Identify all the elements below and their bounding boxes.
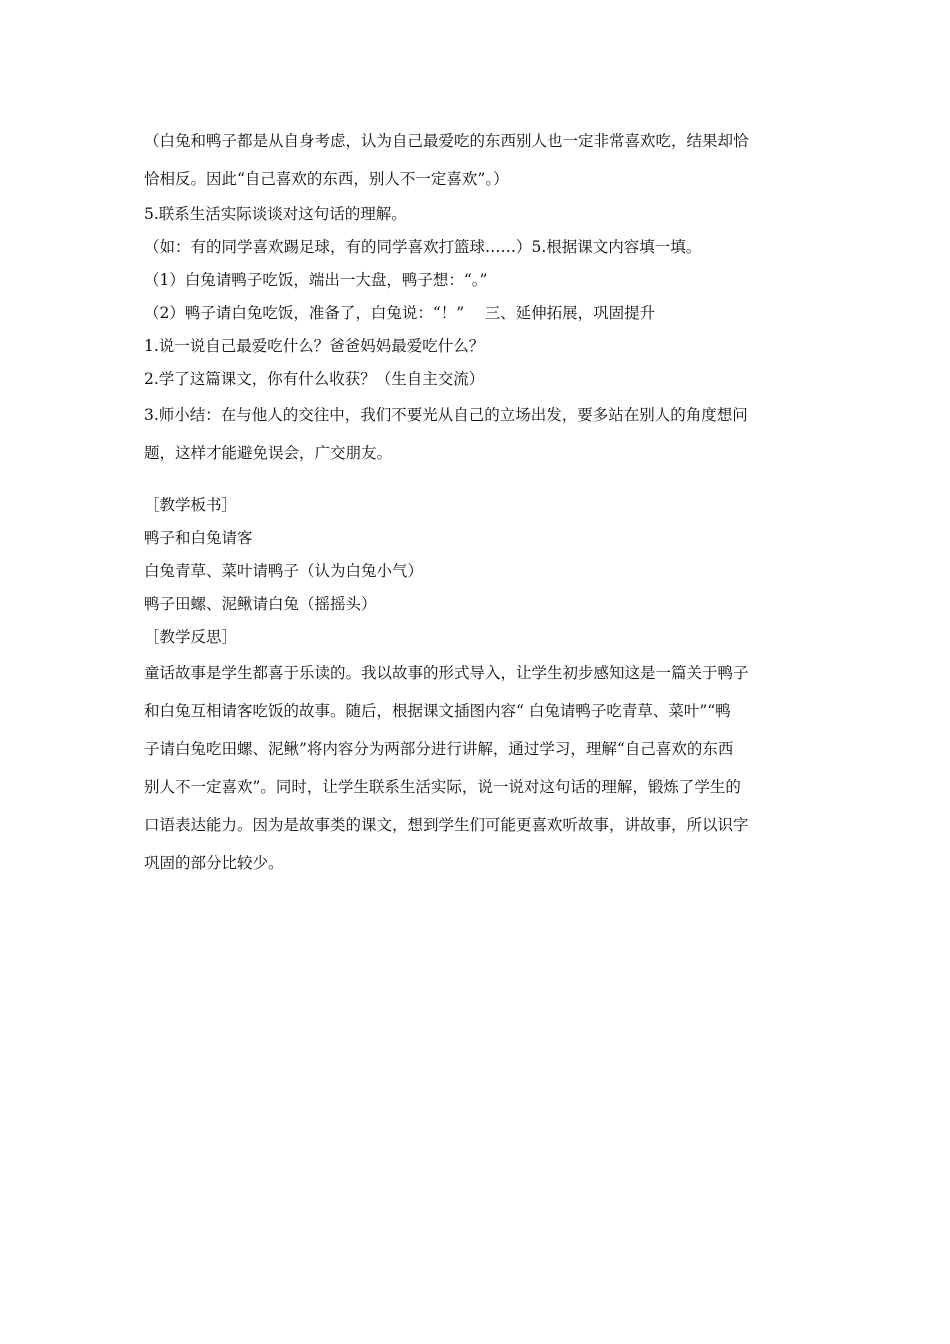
section-gap xyxy=(144,472,812,489)
reflection-line: 巩固的部分比较少。 xyxy=(144,854,284,872)
reflection-line: 子请白兔吃田螺、泥鳅”将内容分为两部分进行讲解，通过学习，理解“自己喜欢的东西 xyxy=(144,740,734,758)
paragraph-line: （如：有的同学喜欢踢足球，有的同学喜欢打篮球……）5.根据课文内容填一填。 xyxy=(144,238,702,256)
reflection-line: 别人不一定喜欢”。同时，让学生联系生活实际，说一说对这句话的理解，锻炼了学生的 xyxy=(144,778,741,796)
reflection-line: 和白兔互相请客吃饭的故事。随后，根据课文插图内容“ 白兔请鸭子吃青草、菜叶”“鸭 xyxy=(144,702,731,720)
paragraph-line: 1.说一说自己最爱吃什么？爸爸妈妈最爱吃什么？ xyxy=(144,337,485,355)
reflection-line: 童话故事是学生都喜于乐读的。我以故事的形式导入，让学生初步感知这是一篇关于鸭子 xyxy=(144,664,749,682)
paragraph-line: 3.师小结：在与他人的交往中，我们不要光从自己的立场出发，要多站在别人的角度想问 xyxy=(144,406,748,424)
board-line: 鸭子田螺、泥鳅请白兔（摇摇头） xyxy=(144,595,377,613)
paragraph-line: 恰相反。因此“自己喜欢的东西，别人不一定喜欢”。） xyxy=(144,170,509,188)
reflection-line: 口语表达能力。因为是故事类的课文，想到学生们可能更喜欢听故事，讲故事，所以识字 xyxy=(144,816,749,834)
document-body xyxy=(144,122,812,882)
board-title: 鸭子和白兔请客 xyxy=(144,529,253,547)
board-line: 白兔青草、菜叶请鸭子（认为白兔小气） xyxy=(144,562,424,580)
paragraph-line: 题，这样才能避免误会，广交朋友。 xyxy=(144,444,393,462)
section-heading: ［教学板书］ xyxy=(144,496,238,514)
paragraph-line: 2.学了这篇课文，你有什么收获？（生自主交流） xyxy=(144,370,485,388)
section-heading: ［教学反思］ xyxy=(144,628,238,646)
paragraph-line: 5.联系生活实际谈谈对这句话的理解。 xyxy=(144,205,407,223)
paragraph-line: （2）鸭子请白兔吃饭，准备了，白兔说：“！” 三、延伸拓展，巩固提升 xyxy=(144,304,656,322)
paragraph-line: （白兔和鸭子都是从自身考虑，认为自己最爱吃的东西别人也一定非常喜欢吃，结果却恰 xyxy=(144,132,749,150)
paragraph-line: （1）白兔请鸭子吃饭，端出一大盘，鸭子想：“。” xyxy=(144,271,488,289)
